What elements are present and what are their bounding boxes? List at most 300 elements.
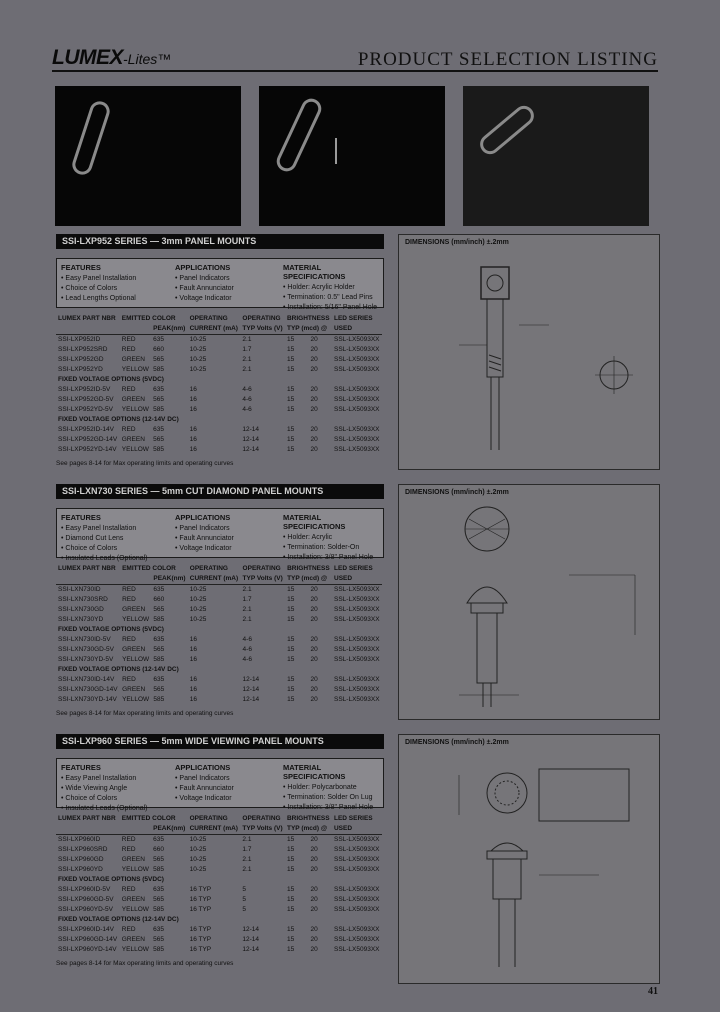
table-cell: SSL-LX5093XX [334, 656, 380, 663]
table-cell: 10-25 [189, 346, 207, 353]
features-list-item: • Easy Panel Installation [61, 275, 137, 282]
table-cell: 10-25 [189, 616, 207, 623]
features-list-item: • Choice of Colors [61, 795, 118, 802]
table-cell: SSI-LXP952ID-5V [58, 386, 111, 393]
parts-table [56, 314, 382, 455]
table-row [56, 865, 382, 875]
applications-list-item: • Voltage Indicator [175, 295, 232, 302]
table-cell: YELLOW [121, 906, 149, 913]
table-row [56, 435, 382, 445]
table-cell: 20 [310, 636, 318, 643]
table-cell: 4-6 [242, 646, 252, 653]
table-cell: 635 [153, 676, 165, 683]
table-cell: YELLOW [121, 946, 149, 953]
table-cell: 15 [286, 446, 295, 453]
table-cell: 4-6 [242, 406, 252, 413]
table-cell: 15 [286, 346, 295, 353]
table-cell: 15 [287, 636, 295, 643]
features-list-title: FEATURES [61, 263, 101, 272]
table-cell: SSL-LX5093XX [333, 356, 380, 363]
table-cell: 15 [286, 946, 295, 953]
applications-list-item: • Fault Annunciator [175, 535, 234, 542]
applications-list-title: APPLICATIONS [175, 763, 231, 772]
table-cell: 15 [287, 616, 295, 623]
table-cell: 16 TYP [189, 926, 212, 933]
table-row [56, 885, 382, 895]
dimensions-drawing [398, 234, 660, 470]
table-cell: 12-14 [242, 436, 260, 443]
table-cell: SSI-LXN730YD [58, 616, 104, 623]
table-cell: 20 [310, 686, 318, 693]
table-cell: 585 [153, 366, 164, 373]
materials-list [283, 513, 383, 563]
table-cell: SSI-LXP960SRD [58, 846, 108, 853]
column-subheader: USED [332, 824, 382, 835]
product-photo-1 [55, 86, 241, 226]
table-cell: 635 [153, 636, 165, 643]
dimensions-drawing [398, 484, 660, 720]
materials-list [283, 263, 383, 313]
table-cell: RED [121, 886, 136, 893]
table-cell: SSL-LX5093XX [334, 696, 380, 703]
applications-list-title: APPLICATIONS [175, 513, 231, 522]
column-header: OPERATING [242, 815, 281, 822]
table-cell: SSL-LX5093XX [334, 636, 380, 643]
table-cell: 15 [286, 896, 295, 903]
page-number: 41 [648, 986, 658, 997]
column-header: OPERATING [242, 565, 281, 572]
table-header-row [56, 564, 382, 574]
table-cell: 20 [310, 596, 318, 603]
table-cell: 15 [286, 926, 295, 933]
table-cell: 1.7 [242, 596, 252, 603]
applications-list-title: APPLICATIONS [175, 263, 231, 272]
column-header: EMITTED COLOR [122, 565, 176, 572]
table-cell: 20 [310, 856, 318, 863]
table-cell: 2.1 [242, 356, 252, 363]
materials-list-item: • Installation: 3/8" Panel Hole [283, 554, 374, 561]
table-cell: SSL-LX5093XX [333, 896, 380, 903]
materials-list-title: MATERIAL SPECIFICATIONS [283, 763, 346, 781]
applications-list-item: • Fault Annunciator [175, 785, 234, 792]
table-cell: 2.1 [242, 606, 252, 613]
column-header: OPERATING [242, 315, 281, 322]
table-cell: GREEN [121, 856, 145, 863]
table-cell: 12-14 [242, 676, 260, 683]
table-cell: 20 [310, 676, 318, 683]
table-row [56, 355, 382, 365]
features-list [61, 263, 136, 304]
product-photo-2 [259, 86, 445, 226]
applications-list-item: • Voltage Indicator [175, 795, 232, 802]
table-cell: 15 [286, 886, 295, 893]
column-subheader: TYP Volts (V) [240, 324, 285, 335]
table-cell: 15 [286, 356, 295, 363]
features-list-item: • Insulated Leads (Optional) [61, 805, 148, 812]
table-cell: 20 [310, 866, 318, 873]
column-header: LUMEX PART NBR [58, 565, 116, 572]
table-cell: RED [121, 926, 136, 933]
group-header-row: FIXED VOLTAGE OPTIONS (12-14V DC) [58, 666, 179, 673]
table-cell: SSI-LXN730SRD [58, 596, 108, 603]
table-cell: YELLOW [121, 446, 149, 453]
table-row [56, 335, 382, 346]
table-cell: 635 [153, 836, 164, 843]
table-cell: 565 [153, 856, 164, 863]
column-subheader: TYP Volts (V) [241, 574, 286, 585]
dimension-diagram [399, 485, 659, 715]
specs-panel [56, 508, 384, 562]
table-cell: 585 [153, 866, 164, 873]
table-cell: 16 TYP [189, 946, 212, 953]
parts-table [56, 564, 382, 705]
group-header-row: FIXED VOLTAGE OPTIONS (5VDC) [58, 626, 164, 633]
table-header-row [56, 314, 382, 324]
applications-list [175, 513, 234, 554]
applications-list-item: • Fault Annunciator [175, 285, 234, 292]
column-header: LED SERIES [334, 565, 373, 572]
table-cell: 15 [287, 676, 295, 683]
table-cell: 5 [242, 896, 247, 903]
features-list-item: • Choice of Colors [61, 545, 118, 552]
features-list-item: • Diamond Cut Lens [61, 535, 124, 542]
table-cell: 635 [153, 886, 164, 893]
column-subheader: CURRENT (mA) [188, 324, 241, 335]
table-cell: 20 [310, 606, 318, 613]
table-cell: RED [121, 386, 136, 393]
table-row [56, 425, 382, 435]
lumex-logo: LUMEX-Lites™ [52, 46, 172, 69]
table-row [56, 855, 382, 865]
table-row [56, 615, 382, 625]
table-cell: 10-25 [189, 366, 207, 373]
column-subheader: TYP (mcd) @ [285, 324, 332, 335]
table-cell: 4-6 [242, 396, 252, 403]
table-cell: GREEN [122, 606, 146, 613]
table-cell: 20 [310, 386, 318, 393]
column-subheader: CURRENT (mA) [188, 574, 241, 585]
table-cell: 585 [153, 656, 165, 663]
table-cell: 15 [286, 936, 295, 943]
table-cell: 565 [153, 436, 164, 443]
table-cell: SSI-LXP960GD [58, 856, 104, 863]
table-cell: 15 [286, 906, 295, 913]
table-cell: 1.7 [242, 846, 252, 853]
applications-list-item: • Panel Indicators [175, 775, 230, 782]
table-cell: GREEN [122, 646, 146, 653]
table-row [56, 405, 382, 415]
table-cell: SSL-LX5093XX [333, 426, 380, 433]
product-photo-3 [463, 86, 649, 226]
table-cell: SSL-LX5093XX [333, 446, 380, 453]
table-cell: 15 [286, 856, 295, 863]
materials-list-title: MATERIAL SPECIFICATIONS [283, 263, 346, 281]
table-cell: 4-6 [242, 636, 252, 643]
table-cell: 20 [310, 656, 318, 663]
table-cell: 565 [153, 606, 165, 613]
features-list-title: FEATURES [61, 513, 101, 522]
table-cell: 20 [310, 446, 318, 453]
table-cell: SSI-LXN730ID-5V [58, 636, 111, 643]
applications-list [175, 263, 234, 304]
table-cell: 16 [189, 696, 198, 703]
table-cell: SSL-LX5093XX [333, 406, 380, 413]
table-cell: SSI-LXN730GD-14V [58, 686, 118, 693]
table-row [56, 695, 382, 705]
table-cell: 15 [287, 656, 295, 663]
group-header-row: FIXED VOLTAGE OPTIONS (12-14V DC) [58, 916, 179, 923]
table-cell: SSI-LXP960YD-14V [58, 946, 117, 953]
table-cell: SSI-LXP952ID [58, 336, 101, 343]
specs-panel [56, 758, 384, 812]
features-list-item: • Lead Lengths Optional [61, 295, 136, 302]
table-cell: SSI-LXP952SRD [58, 346, 108, 353]
table-cell: 16 [189, 446, 197, 453]
table-cell: 2.1 [242, 856, 252, 863]
table-cell: SSI-LXN730GD [58, 606, 104, 613]
table-cell: 10-25 [189, 336, 207, 343]
table-cell: 20 [310, 946, 318, 953]
table-cell: 12-14 [242, 936, 260, 943]
applications-list [175, 763, 234, 804]
table-header-row [56, 814, 382, 824]
table-cell: 585 [153, 406, 164, 413]
table-cell: 585 [153, 906, 164, 913]
column-subheader [56, 324, 120, 335]
table-cell: SSI-LXP952GD [58, 356, 104, 363]
table-cell: RED [122, 636, 136, 643]
table-cell: SSL-LX5093XX [333, 926, 380, 933]
table-cell: 16 TYP [189, 906, 212, 913]
table-row [56, 905, 382, 915]
table-cell: 585 [153, 946, 164, 953]
table-cell: SSL-LX5093XX [333, 336, 380, 343]
table-cell: 10-25 [189, 866, 207, 873]
table-cell: 2.1 [242, 866, 252, 873]
table-cell: 12-14 [242, 426, 260, 433]
table-cell: 16 TYP [189, 886, 212, 893]
table-cell: RED [122, 676, 136, 683]
table-cell: 16 [189, 656, 198, 663]
table-cell: 20 [310, 616, 318, 623]
column-header: OPERATING [189, 565, 228, 572]
table-cell: 12-14 [242, 696, 260, 703]
table-cell: RED [121, 426, 136, 433]
table-cell: 1.7 [242, 346, 252, 353]
table-row [56, 395, 382, 405]
table-cell: SSI-LXP960YD-5V [58, 906, 113, 913]
table-cell: 15 [286, 396, 295, 403]
section-banner: SSI-LXP960 SERIES — 5mm WIDE VIEWING PANEL MOUNTS [56, 734, 384, 749]
table-cell: SSL-LX5093XX [334, 646, 380, 653]
table-cell: RED [121, 846, 136, 853]
table-cell: 565 [153, 936, 164, 943]
table-row [56, 585, 382, 596]
table-cell: 15 [287, 646, 295, 653]
table-cell: SSL-LX5093XX [333, 346, 380, 353]
table-cell: 10-25 [189, 596, 207, 603]
table-cell: SSL-LX5093XX [333, 386, 380, 393]
table-cell: SSL-LX5093XX [333, 906, 380, 913]
table-cell: YELLOW [122, 656, 150, 663]
table-row [56, 895, 382, 905]
table-cell: SSL-LX5093XX [333, 836, 380, 843]
table-cell: SSL-LX5093XX [333, 946, 380, 953]
table-cell: 15 [286, 866, 295, 873]
table-cell: 20 [310, 406, 318, 413]
table-cell: 2.1 [242, 836, 252, 843]
dimension-diagram [399, 235, 659, 465]
table-row [56, 675, 382, 685]
header-rule [52, 70, 658, 72]
table-subheader-row [56, 324, 382, 335]
parts-table [56, 814, 382, 955]
table-cell: SSL-LX5093XX [333, 366, 380, 373]
table-cell: 2.1 [242, 366, 252, 373]
column-header: LED SERIES [333, 815, 373, 822]
features-list-item: • Choice of Colors [61, 285, 118, 292]
section-banner: SSI-LXN730 SERIES — 5mm CUT DIAMOND PANEL MOUNTS [56, 484, 384, 499]
table-cell: YELLOW [121, 406, 149, 413]
table-row [56, 605, 382, 615]
table-cell: 10-25 [189, 846, 207, 853]
table-cell: SSI-LXP952YD [58, 366, 103, 373]
materials-list-title: MATERIAL SPECIFICATIONS [283, 513, 346, 531]
materials-list-item: • Termination: Solder On Lug [283, 794, 373, 801]
table-cell: 20 [310, 396, 318, 403]
table-cell: 16 [189, 426, 197, 433]
table-cell: RED [121, 336, 136, 343]
table-cell: 565 [153, 646, 165, 653]
table-cell: 585 [153, 616, 165, 623]
table-cell: 20 [310, 926, 318, 933]
column-header: OPERATING [189, 815, 228, 822]
table-cell: 16 [189, 396, 197, 403]
table-row [56, 935, 382, 945]
section-banner: SSI-LXP952 SERIES — 3mm PANEL MOUNTS [56, 234, 384, 249]
features-list-item: • Insulated Leads (Optional) [61, 555, 148, 562]
table-cell: SSI-LXP952GD-14V [58, 436, 118, 443]
table-cell: 16 [189, 406, 197, 413]
materials-list-item: • Termination: Solder-On [283, 544, 360, 551]
table-cell: GREEN [121, 356, 145, 363]
table-cell: GREEN [121, 936, 145, 943]
table-cell: 16 [189, 436, 197, 443]
table-cell: 15 [286, 846, 295, 853]
table-cell: 20 [310, 356, 318, 363]
table-cell: SSI-LXP952YD-5V [58, 406, 113, 413]
table-cell: 16 [189, 676, 198, 683]
column-header: LUMEX PART NBR [58, 815, 116, 822]
column-subheader: USED [332, 324, 382, 335]
table-cell: 10-25 [189, 606, 207, 613]
column-header: OPERATING [189, 315, 228, 322]
table-cell: SSI-LXN730YD-5V [58, 656, 114, 663]
table-cell: 15 [287, 696, 295, 703]
table-cell: 585 [153, 446, 164, 453]
table-cell: GREEN [121, 436, 145, 443]
table-cell: SSL-LX5093XX [334, 586, 380, 593]
table-cell: 15 [286, 336, 295, 343]
table-cell: 20 [310, 436, 318, 443]
column-header: EMITTED COLOR [121, 315, 176, 322]
table-cell: SSI-LXN730YD-14V [58, 696, 117, 703]
table-cell: 12-14 [242, 686, 260, 693]
materials-list-item: • Termination: 0.5" Lead Pins [283, 294, 373, 301]
table-cell: RED [122, 586, 136, 593]
materials-list-item: • Holder: Polycarbonate [283, 784, 357, 791]
group-header-row: FIXED VOLTAGE OPTIONS (5VDC) [58, 376, 164, 383]
table-cell: 10-25 [189, 836, 207, 843]
table-cell: GREEN [121, 396, 145, 403]
table-cell: 20 [310, 896, 318, 903]
table-cell: 20 [310, 646, 318, 653]
table-cell: 15 [286, 426, 295, 433]
features-list-item: • Wide Viewing Angle [61, 785, 128, 792]
column-subheader: PEAK(nm) [151, 574, 187, 585]
table-subheader-row [56, 824, 382, 835]
table-row [56, 595, 382, 605]
table-cell: 635 [153, 386, 164, 393]
table-row [56, 635, 382, 645]
table-cell: 635 [153, 926, 164, 933]
table-cell: SSI-LXP952GD-5V [58, 396, 114, 403]
table-cell: SSI-LXP960GD-5V [58, 896, 114, 903]
table-cell: SSI-LXN730GD-5V [58, 646, 114, 653]
table-cell: 16 TYP [189, 936, 212, 943]
column-subheader: CURRENT (mA) [188, 824, 241, 835]
table-row [56, 385, 382, 395]
table-cell: 565 [153, 356, 164, 363]
table-row [56, 655, 382, 665]
table-cell: 15 [286, 836, 295, 843]
table-cell: 10-25 [189, 856, 207, 863]
table-cell: 585 [153, 696, 165, 703]
table-cell: 660 [153, 846, 164, 853]
table-cell: 635 [153, 336, 164, 343]
table-cell: SSI-LXP960GD-14V [58, 936, 118, 943]
table-cell: 565 [153, 396, 164, 403]
table-cell: 16 [189, 686, 198, 693]
column-header: BRIGHTNESS [287, 565, 330, 572]
specs-panel [56, 258, 384, 311]
table-cell: 660 [153, 596, 165, 603]
dimensions-label: DIMENSIONS (mm/inch) ±.2mm [405, 489, 509, 496]
table-cell: 20 [310, 586, 318, 593]
table-cell: 15 [287, 606, 295, 613]
table-cell: 15 [287, 586, 295, 593]
table-cell: SSL-LX5093XX [333, 436, 380, 443]
table-cell: 635 [153, 426, 164, 433]
operating-limits-note: See pages 8-14 for Max operating limits and operating curves [56, 960, 234, 967]
column-subheader: USED [332, 574, 382, 585]
table-row [56, 645, 382, 655]
column-subheader: TYP (mcd) @ [285, 574, 332, 585]
table-row [56, 685, 382, 695]
table-cell: 2.1 [242, 586, 252, 593]
table-cell: RED [121, 346, 136, 353]
table-cell: 15 [286, 366, 295, 373]
table-cell: SSI-LXP960YD [58, 866, 103, 873]
table-cell: SSL-LX5093XX [334, 596, 380, 603]
table-cell: SSI-LXP960ID-5V [58, 886, 111, 893]
table-cell: 4-6 [242, 656, 252, 663]
page-title: PRODUCT SELECTION LISTING [357, 49, 658, 70]
table-cell: RED [121, 836, 136, 843]
table-cell: 20 [310, 426, 318, 433]
table-cell: 15 [287, 686, 295, 693]
dimensions-label: DIMENSIONS (mm/inch) ±.2mm [405, 739, 509, 746]
